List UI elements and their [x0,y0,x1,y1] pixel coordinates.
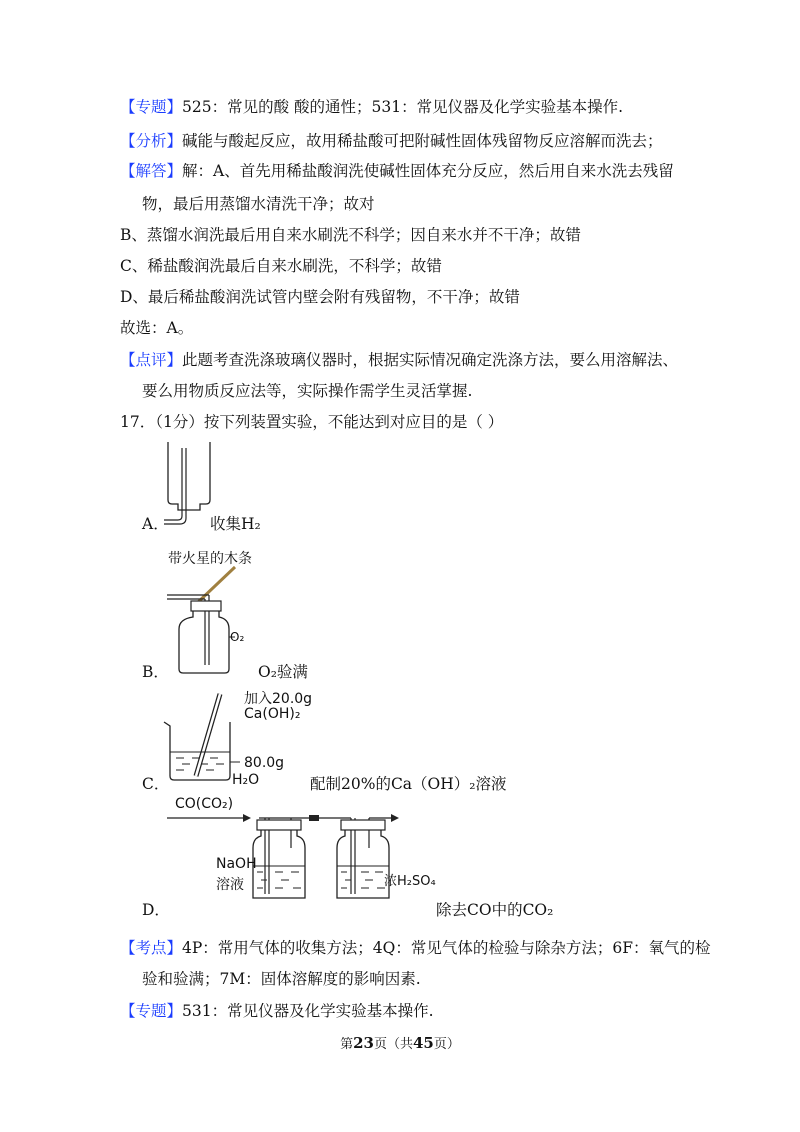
topic-text: 525：常见的酸 酸的通性；531：常见仪器及化学实验基本操作. [182,98,624,116]
footer-mid: 页（共 [373,1037,413,1052]
c-add-label-1: 加入20.0g [244,691,313,707]
c-water-label-1: 80.0g [244,755,285,771]
review-continuation: 要么用物质反应法等，实际操作需学生灵活掌握. [142,382,473,400]
footer-suffix: 页） [433,1037,460,1052]
review-text: 此题考查洗涤玻璃仪器时，根据实际情况确定洗涤方法，要么用溶解法、 [182,351,679,369]
topic2-text: 531：常见仪器及化学实验基本操作. [182,1002,434,1020]
option-b-letter: B． [142,663,169,681]
kaodian-tag: 【考点】 [120,939,183,957]
answer-continuation: 物，最后用蒸馏水清洗干净；故对 [142,195,375,213]
d-gas-label: CO(CO₂) [175,796,234,812]
kaodian-line [120,938,711,958]
c-add-label-2: Ca(OH)₂ [244,706,301,722]
answer-line [120,161,674,181]
answer-d: D、最后稀盐酸润洗试管内壁会附有残留物，不干净；故错 [120,288,520,306]
kaodian-text: 4P：常用气体的收集方法；4Q：常见气体的检验与除杂方法；6F：氧气的检 [182,939,711,957]
kaodian-continuation: 验和验满；7M：固体溶解度的影响因素. [142,970,421,988]
d-naoh-label-1: NaOH [216,856,257,872]
answer-text: 解：A、首先用稀盐酸润洗使碱性固体充分反应，然后用自来水洗去残留 [182,162,674,180]
answer-c: C、稀盐酸润洗最后自来水刷洗，不科学；故错 [120,257,442,275]
c-water-label-2: H₂O [232,772,260,788]
topic-tag: 【专题】 [120,98,183,116]
topic2-line [120,1001,434,1021]
topic2-tag: 【专题】 [120,1002,183,1020]
answer-b: B、蒸馏水润洗最后用自来水刷洗不科学；因自来水并不干净；故错 [120,226,581,244]
diagram-b-o2-test [165,565,245,677]
option-d-text: 除去CO中的CO₂ [436,901,554,919]
question-17: 17．（1分）按下列装置实验，不能达到对应目的是（ ） [120,413,504,431]
analysis-tag: 【分析】 [120,132,183,150]
review-line [120,350,678,370]
option-c-letter: C． [142,775,170,793]
b-stick-label: 带火星的木条 [168,551,252,567]
option-a-letter: A． [142,515,169,533]
footer-total-pages: 45 [413,1034,434,1052]
analysis-text: 碱能与酸起反应，故用稀盐酸可把附碱性固体残留物反应溶解而洗去； [182,132,663,150]
d-naoh-label-2: 溶液 [216,877,244,893]
diagram-d-wash-bottles [165,808,415,904]
d-acid-label: 浓H₂SO₄ [384,874,436,889]
analysis-line [120,131,663,151]
footer-page-number: 23 [353,1034,374,1052]
answer-choice: 故选：A。 [120,319,194,337]
b-gas-label: O₂ [230,630,245,644]
footer-prefix: 第 [340,1037,354,1052]
answer-tag: 【解答】 [120,162,183,180]
topic-line [120,97,623,117]
option-a-text: 收集H₂ [210,515,261,533]
page-footer [0,1033,800,1052]
option-c-text: 配制20%的Ca（OH）₂溶液 [310,775,507,793]
option-d-letter: D． [142,901,170,919]
review-tag: 【点评】 [120,351,183,369]
option-b-text: O₂验满 [258,663,308,681]
